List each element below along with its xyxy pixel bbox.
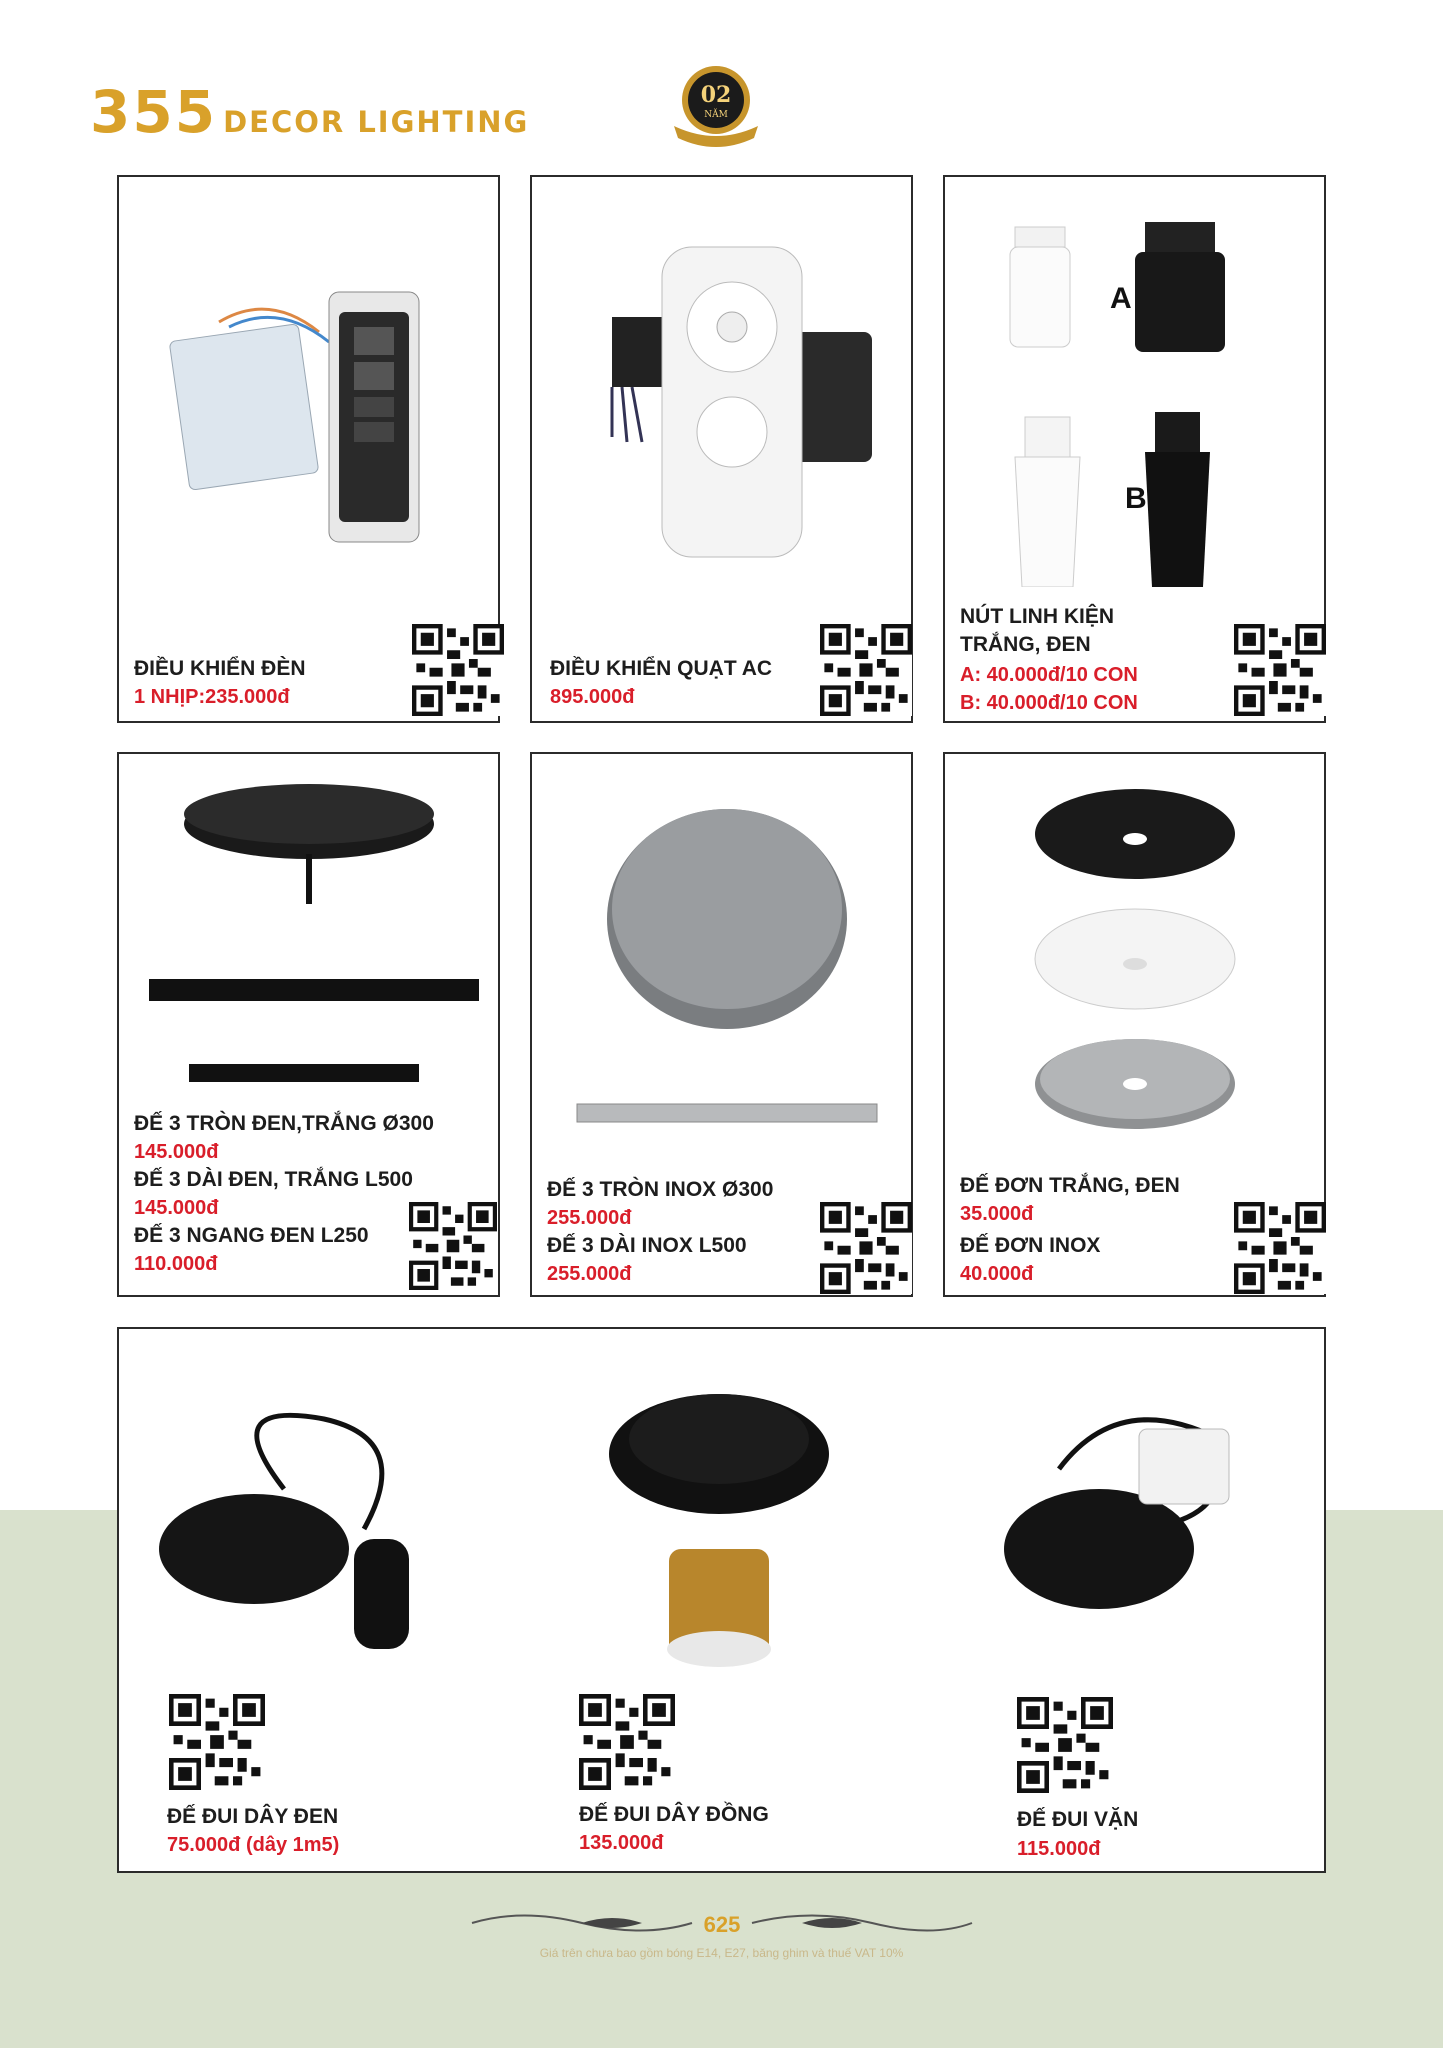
product-price: 40.000đ <box>960 1263 1034 1285</box>
single-canopy-image-icon <box>1025 779 1245 1134</box>
brand-logo <box>90 78 529 146</box>
product-price: A: 40.000đ/10 CON <box>960 664 1138 686</box>
qr-code-icon <box>169 1694 265 1790</box>
product-title: ĐẾ 3 DÀI INOX L500 <box>547 1234 747 1257</box>
product-card-pendant-sockets <box>117 1327 1326 1873</box>
badge-number: 02 <box>700 82 732 108</box>
qr-code-icon <box>1017 1697 1113 1793</box>
product-title: ĐẾ ĐƠN TRẮNG, ĐEN <box>960 1174 1180 1197</box>
qr-code-icon <box>1234 1202 1326 1294</box>
product-title: ĐẾ 3 TRÒN INOX Ø300 <box>547 1178 774 1201</box>
product-title: ĐẾ ĐUI VẶN <box>1017 1808 1139 1831</box>
price-note: Giá trên chưa bao gồm bóng E14, E27, băng ghim và thuế VAT 10% <box>539 1946 904 1960</box>
qr-code-icon <box>412 624 504 716</box>
product-title: TRẮNG, ĐEN <box>960 633 1091 656</box>
black-pendant-image-icon <box>154 1399 434 1659</box>
screw-pendant-image-icon <box>999 1409 1259 1669</box>
product-title: ĐẾ ĐƠN INOX <box>960 1234 1101 1257</box>
product-card-inox-canopy <box>530 752 913 1297</box>
qr-code-icon <box>579 1694 675 1790</box>
product-title: ĐIỀU KHIỂN ĐÈN <box>134 657 306 680</box>
product-price: 35.000đ <box>960 1203 1034 1225</box>
product-price: 895.000đ <box>550 686 635 708</box>
anniversary-badge-icon <box>668 62 764 152</box>
canopy-image-icon <box>139 774 479 1134</box>
product-price: 1 NHỊP:235.000đ <box>134 686 290 708</box>
product-card-triple-canopy <box>117 752 500 1297</box>
product-card-cable-glands <box>943 175 1326 723</box>
page-number: 625 <box>703 1912 741 1937</box>
light-remote-image-icon <box>159 272 469 562</box>
product-price: 135.000đ <box>579 1832 664 1854</box>
product-title: ĐẾ ĐUI DÂY ĐEN <box>167 1805 339 1828</box>
product-price: 145.000đ <box>134 1197 219 1219</box>
product-price: 255.000đ <box>547 1263 632 1285</box>
product-price: 145.000đ <box>134 1141 219 1163</box>
badge-word: NĂM <box>704 110 728 120</box>
product-title: ĐẾ 3 NGANG ĐEN L250 <box>134 1224 369 1247</box>
logo-text: DECOR LIGHTING <box>223 105 530 139</box>
inox-canopy-image-icon <box>557 809 897 1139</box>
product-title: NÚT LINH KIỆN <box>960 605 1114 628</box>
qr-code-icon <box>1234 624 1326 716</box>
variant-label-a: A <box>1110 282 1132 315</box>
qr-code-icon <box>820 1202 912 1294</box>
variant-label-b: B <box>1125 482 1147 515</box>
product-card-fan-remote <box>530 175 913 723</box>
product-price: 115.000đ <box>1017 1838 1101 1860</box>
fan-remote-image-icon <box>572 237 882 567</box>
cable-gland-image-icon <box>995 207 1255 587</box>
product-price: 75.000đ (dây 1m5) <box>167 1834 340 1856</box>
product-price: 255.000đ <box>547 1207 632 1229</box>
product-card-single-canopy <box>943 752 1326 1297</box>
product-price: 110.000đ <box>134 1253 218 1275</box>
qr-code-icon <box>820 624 912 716</box>
product-card-light-remote <box>117 175 500 723</box>
product-price: B: 40.000đ/10 CON <box>960 692 1138 714</box>
product-title: ĐIỀU KHIỂN QUẠT AC <box>550 657 773 680</box>
product-title: ĐẾ 3 TRÒN ĐEN,TRẮNG Ø300 <box>134 1112 434 1135</box>
brass-pendant-image-icon <box>599 1379 839 1679</box>
product-title: ĐẾ ĐUI DÂY ĐỒNG <box>579 1803 769 1826</box>
qr-code-icon <box>409 1202 497 1290</box>
product-title: ĐẾ 3 DÀI ĐEN, TRẮNG L500 <box>134 1168 413 1191</box>
logo-number: 355 <box>90 78 218 146</box>
